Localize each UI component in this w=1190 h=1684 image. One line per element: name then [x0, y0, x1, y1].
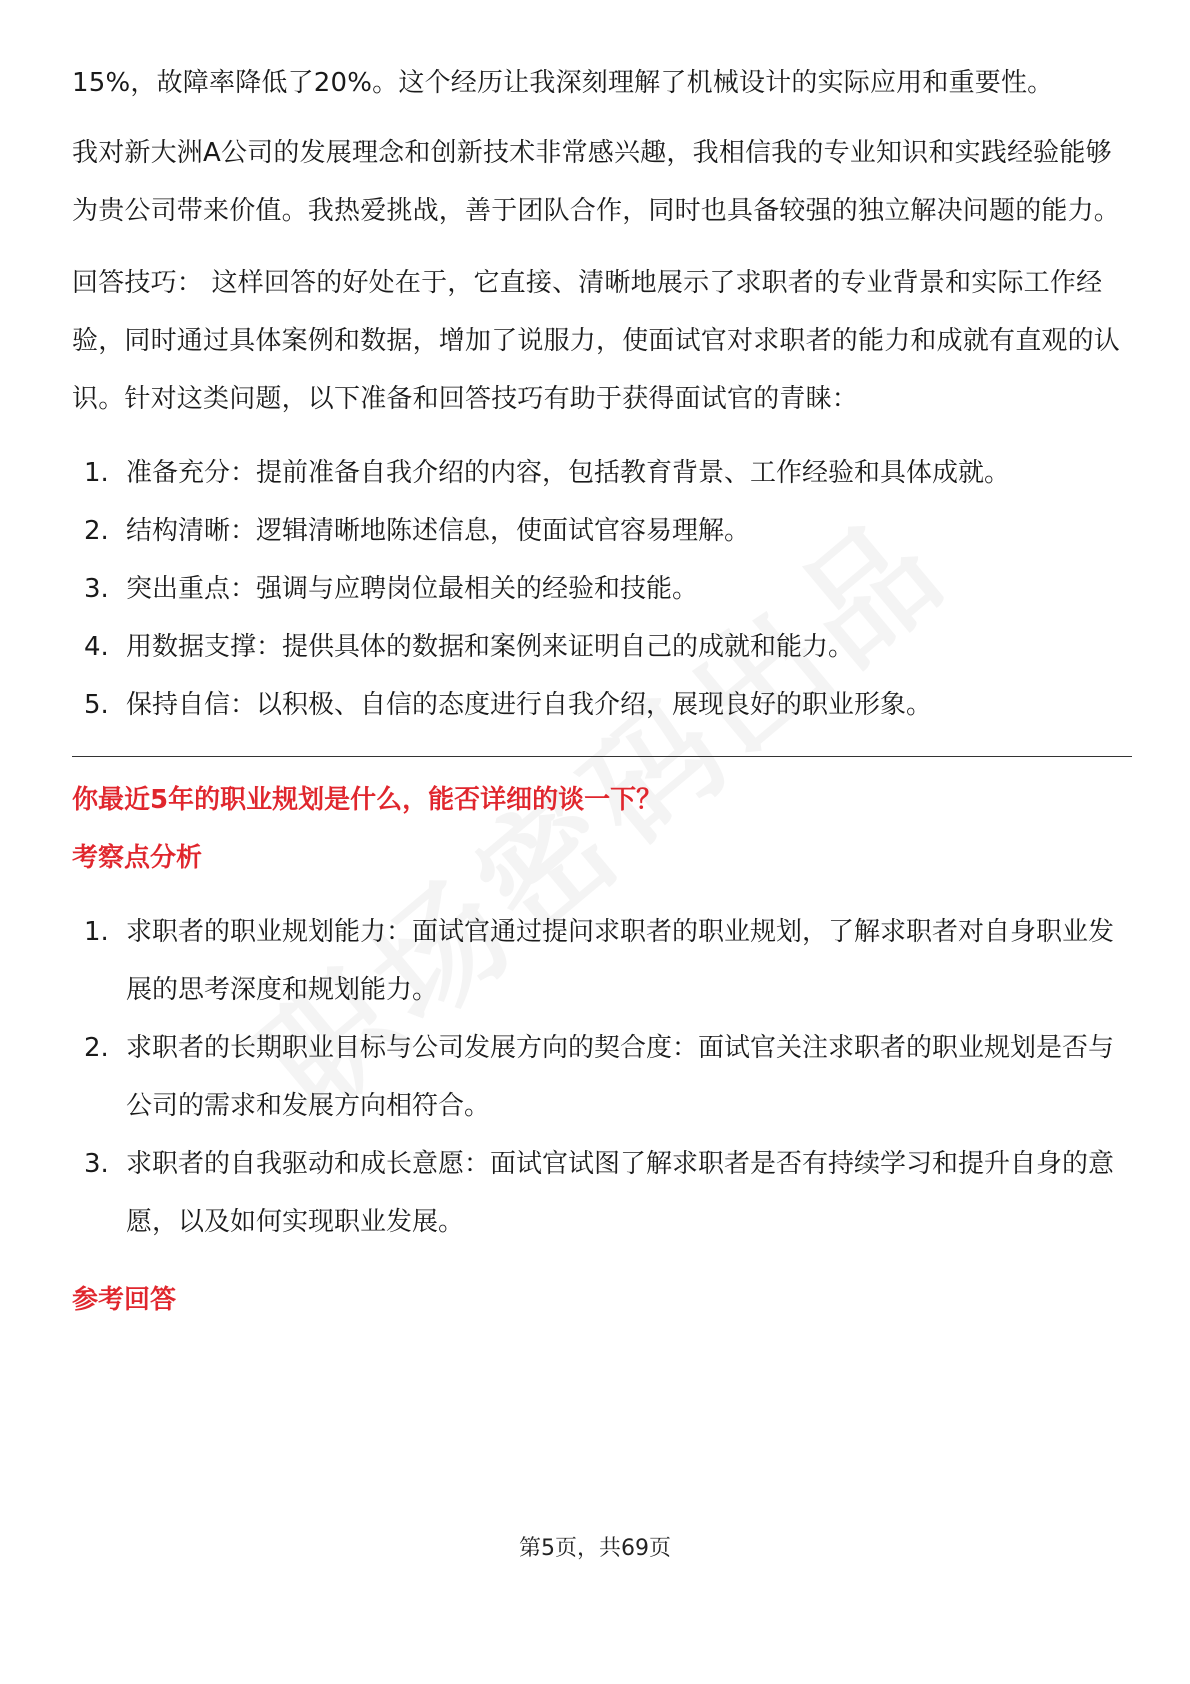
list-item	[72, 502, 1132, 560]
list-number: 1.	[84, 458, 109, 488]
list-text: 求职者的自我驱动和成长意愿：面试官试图了解求职者是否有持续学习和提升自身的意愿，以及如何实现职业发展。	[126, 1149, 1115, 1237]
list-text: 用数据支撑：提供具体的数据和案例来证明自己的成就和能力。	[126, 632, 855, 662]
analysis-list	[72, 903, 1132, 1251]
list-text: 准备充分：提前准备自我介绍的内容，包括教育背景、工作经验和具体成就。	[126, 458, 1011, 488]
list-item	[72, 903, 1132, 1019]
list-item	[72, 1135, 1132, 1251]
tips-list	[72, 444, 1132, 734]
list-text: 突出重点：强调与应聘岗位最相关的经验和技能。	[126, 574, 699, 604]
list-number: 4.	[84, 632, 109, 662]
paragraph-continuation: 15%，故障率降低了20%。这个经历让我深刻理解了机械设计的实际应用和重要性。	[72, 68, 1054, 98]
paragraph-interest: 我对新大洲A公司的发展理念和创新技术非常感兴趣，我相信我的专业知识和实践经验能够为贵公司带来价值。我热爱挑战，善于团队合作，同时也具备较强的独立解决问题的能力。	[72, 138, 1121, 226]
list-item	[72, 1019, 1132, 1135]
list-text: 保持自信：以积极、自信的态度进行自我介绍，展现良好的职业形象。	[126, 690, 933, 720]
list-number: 5.	[84, 690, 109, 720]
list-number: 3.	[84, 574, 109, 604]
list-number: 2.	[84, 1033, 109, 1063]
analysis-heading: 考察点分析	[72, 843, 203, 873]
list-number: 1.	[84, 917, 109, 947]
list-number: 3.	[84, 1149, 109, 1179]
list-text: 结构清晰：逻辑清晰地陈述信息，使面试官容易理解。	[126, 516, 751, 546]
list-item	[72, 618, 1132, 676]
list-number: 2.	[84, 516, 109, 546]
document-body	[72, 54, 1132, 1329]
list-text: 求职者的职业规划能力：面试官通过提问求职者的职业规划，了解求职者对自身职业发展的思考深度和规划能力。	[126, 917, 1115, 1005]
reference-heading: 参考回答	[72, 1285, 177, 1315]
section-divider	[72, 756, 1132, 757]
question-heading: 你最近5年的职业规划是什么，能否详细的谈一下？	[72, 785, 663, 815]
page-number: 第5页，共69页	[519, 1536, 671, 1561]
list-item	[72, 560, 1132, 618]
list-text: 求职者的长期职业目标与公司发展方向的契合度：面试官关注求职者的职业规划是否与公司的需求和发展方向相符合。	[126, 1033, 1115, 1121]
paragraph-answer-tips: 回答技巧： 这样回答的好处在于，它直接、清晰地展示了求职者的专业背景和实际工作经验，同时通过具体案例和数据，增加了说服力，使面试官对求职者的能力和成就有直观的认识。针对这类问题，以下准备和回答技巧有助于获得面试官的青睐：	[72, 268, 1121, 414]
list-item	[72, 676, 1132, 734]
list-item	[72, 444, 1132, 502]
